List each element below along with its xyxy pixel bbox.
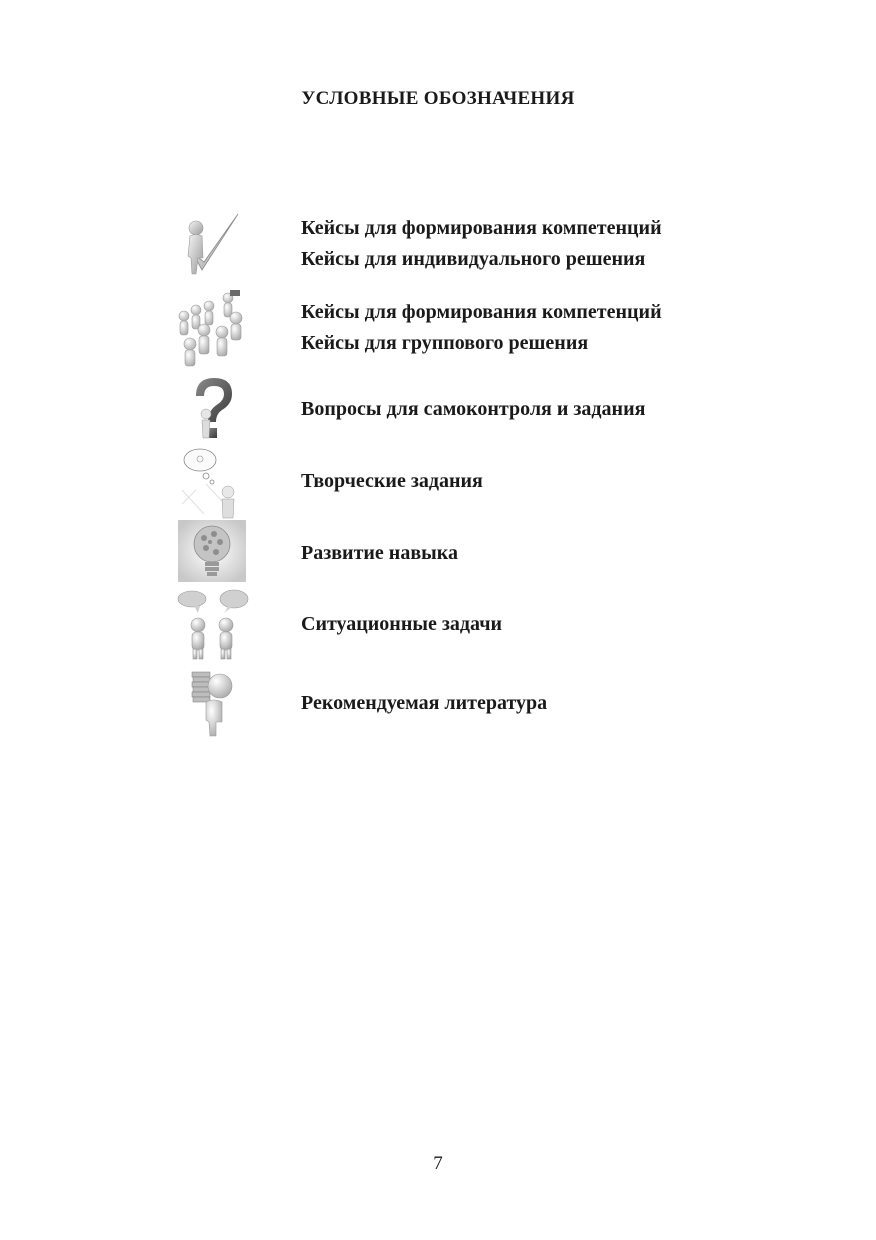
lightbulb-icon — [176, 520, 250, 584]
legend-label-line: Кейсы для формирования компетенций — [301, 301, 662, 323]
question-mark-person-icon — [176, 374, 250, 442]
legend-label-line: Кейсы для группового решения — [301, 332, 589, 354]
legend-label-line: Рекомендуемая литература — [301, 692, 548, 714]
books-person-icon — [176, 668, 250, 738]
legend-label-line: Творческие задания — [301, 470, 483, 492]
thinking-person-icon — [176, 444, 250, 520]
legend-label-line: Вопросы для самоконтроля и задания — [301, 398, 646, 420]
legend-label-line: Ситуационные задачи — [301, 613, 503, 635]
checkmark-person-icon — [176, 212, 250, 278]
page-title: УСЛОВНЫЕ ОБОЗНАЧЕНИЯ — [301, 88, 575, 109]
group-people-icon — [176, 288, 250, 370]
legend-label-line: Развитие навыка — [301, 542, 458, 564]
dialogue-people-icon — [176, 587, 250, 663]
legend-label-line: Кейсы для формирования компетенций — [301, 217, 662, 239]
page-number: 7 — [433, 1153, 443, 1174]
legend-label-line: Кейсы для индивидуального решения — [301, 248, 646, 270]
